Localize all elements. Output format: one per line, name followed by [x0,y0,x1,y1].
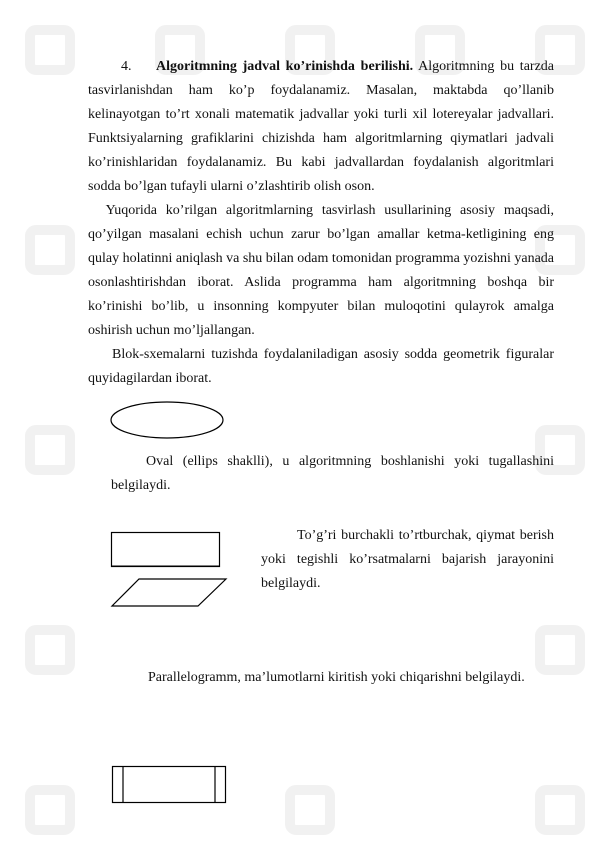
flowchart-shapes-intro: Blok-sxemalarni tuzishda foydalaniladigan asosiy sodda geometrik figuralar quyidagilardan iborat. [88,347,554,386]
methods-purpose-paragraph: Yuqorida ko’rilgan algoritmlarning tasvirlash usullarining asosiy maqsadi, qo’yilgan masalani echish uchun zarur bo’lgan amallar ketma-ketligining eng qulay holatinni aniqlash va shu bilan odam tomonidan programma yozishni yanada osonlashtirishdan iborat. Aslida programma ham algoritmning boshqa bir ko’rinishi bo’lib, u insonning kompyuter bilan muloqotini qulayrok amalga oshirish uchun mo’ljallangan. [88,203,558,338]
parallelogram-caption: Parallelogramm, ma’lumotlarni kiritish yoki chiqarishni belgilaydi. [148,670,525,685]
section-heading: Algoritmning jadval ko’rinishda berilishi. [156,59,414,74]
predefined-process-shape [111,765,228,805]
oval-caption: Oval (ellips shaklli), u algoritmning boshlanishi yoki tugallashini belgilaydi. [111,454,554,493]
rectangle-shape [110,531,222,569]
section-number: 4. [121,59,132,74]
section-intro-text: Algoritmning bu tarzda tasvirlanishdan ham ko’p foydalanamiz. Masalan, maktabda qo’llanib kelinayotgan to’rt xonali matematik jadvallar yoki turli xil lotereyalar jadvallari. Funktsiyalarning grafiklarini chizishda ham algoritmlarning qiymatlari jadvali ko’rinishlaridan foydalanamiz. Bu kabi jadvallardan foydalanish algoritmlari sodda bo’lgan tufayli ularni o’zlashtirib olish oson. [88,59,554,194]
oval-shape [108,399,226,441]
section-4-paragraph [88,55,554,199]
rectangle-caption: To’g’ri burchakli to’rtburchak, qiymat berish yoki tegishli ko’rsatmalarni bajarish jarayonini belgilaydi. [261,528,554,591]
parallelogram-shape [109,577,229,609]
